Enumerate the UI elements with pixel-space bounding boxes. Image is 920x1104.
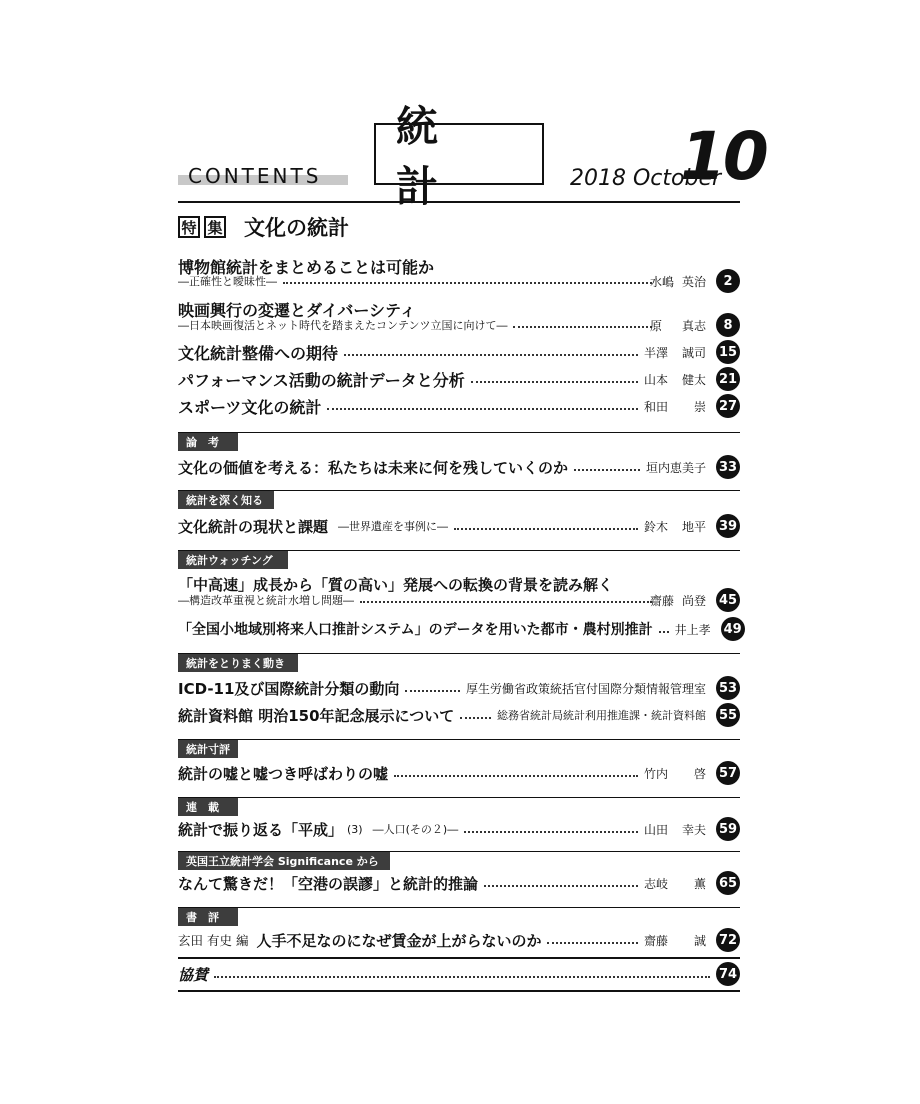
toc-entry[interactable] [178, 340, 740, 364]
article-subtitle: ―正確性と曖昧性― [178, 275, 277, 288]
issue-number: 10 [680, 118, 766, 195]
article-subtitle-line [178, 593, 658, 607]
article-title: 「中高速」成長から「質の高い」発展への転換の背景を読み解く [178, 575, 614, 594]
feature-title: 文化の統計 [244, 215, 349, 240]
section-label: 統計を深く知る [178, 491, 274, 509]
article-title: 「全国小地域別将来人口推計システム」のデータを用いた都市・農村別推計 [178, 622, 653, 638]
dot-leader [344, 354, 638, 356]
dot-leader [547, 942, 638, 944]
toc-entry[interactable] [178, 394, 740, 418]
dot-leader [405, 690, 460, 692]
section-label: 統計ウォッチング [178, 551, 288, 569]
dot-leader [327, 408, 638, 410]
page-number-badge: 39 [716, 514, 740, 538]
toc-entry[interactable] [178, 761, 740, 785]
series-number: (3) [347, 822, 363, 836]
footer-rule [178, 990, 740, 992]
dot-leader [394, 775, 638, 777]
contents-label: CONTENTS [188, 164, 322, 188]
page-number-badge: 59 [716, 817, 740, 841]
section-rule [178, 907, 740, 908]
dot-leader [464, 831, 638, 833]
magazine-title: 統 計 [374, 123, 544, 185]
section-label: 論 考 [178, 433, 238, 451]
toc-entry[interactable] [178, 367, 740, 391]
feature-tag: 特 [178, 216, 200, 238]
dot-leader [460, 717, 491, 719]
author: 厚生労働省政策統括官付国際分類情報管理室 [465, 681, 706, 696]
page-number-badge: 33 [716, 455, 740, 479]
toc-entry[interactable] [178, 817, 740, 841]
author: 山田 幸夫 [644, 822, 706, 837]
section-rule [178, 432, 740, 433]
toc-entry[interactable] [178, 871, 740, 895]
issue-date: 2018 October [570, 166, 722, 191]
dot-leader [283, 282, 652, 284]
toc-entry[interactable] [178, 617, 740, 641]
author: 水嶋 英治 [650, 274, 706, 289]
author: 半澤 誠司 [644, 345, 706, 360]
dot-leader [454, 528, 638, 530]
article-title: 文化統計の現状と課題 [178, 517, 329, 536]
article-subtitle-line [178, 318, 658, 332]
toc-entry[interactable] [178, 514, 740, 538]
article-title: 文化の価値を考える：私たちは未来に何を残していくのか [178, 458, 569, 477]
section-label: 書 評 [178, 908, 238, 926]
page-number-badge: 53 [716, 676, 740, 700]
article-title: パフォーマンス活動の統計データと分析 [178, 370, 465, 390]
dot-leader [513, 326, 652, 328]
dot-leader [659, 631, 669, 633]
section-label: 統計寸評 [178, 740, 238, 758]
page-number-badge: 27 [716, 394, 740, 418]
dot-leader [360, 601, 652, 603]
article-subtitle: ―人口(その２)― [372, 823, 459, 836]
toc-entry[interactable] [178, 676, 740, 700]
section-label: 統計をとりまく動き [178, 654, 298, 672]
section-rule [178, 797, 740, 798]
toc-entry[interactable] [178, 962, 740, 986]
article-subtitle: ―世界遺産を事例に― [338, 520, 449, 533]
toc-entry-meta [650, 269, 740, 293]
article-title: 統計で振り返る「平成」 [178, 820, 344, 839]
author: 鈴木 地平 [644, 519, 706, 534]
author: 志岐 薫 [644, 876, 706, 891]
dot-leader [471, 381, 638, 383]
page-number-badge: 2 [716, 269, 740, 293]
dot-leader [484, 885, 638, 887]
page-number-badge: 72 [716, 928, 740, 952]
toc-entry[interactable] [178, 703, 740, 727]
author: 山本 健太 [644, 372, 706, 387]
page-number-badge: 65 [716, 871, 740, 895]
author: 齋藤 尚登 [650, 593, 706, 608]
page-number-badge: 74 [716, 962, 740, 986]
toc-entry[interactable] [178, 455, 740, 479]
page-number-badge: 15 [716, 340, 740, 364]
section-rule [178, 739, 740, 740]
page-number-badge: 55 [716, 703, 740, 727]
page-number-badge: 57 [716, 761, 740, 785]
toc-entry-meta [650, 313, 740, 337]
article-title: なんて驚きだ！「空港の誤謬」と統計的推論 [178, 874, 479, 893]
article-title: 協賛 [178, 965, 209, 984]
section-rule [178, 957, 740, 959]
article-title: 文化統計整備への期待 [178, 343, 339, 363]
book-editor: 玄田 有史 編 [178, 933, 249, 948]
article-title: 博物館統計をまとめることは可能か [178, 257, 435, 277]
author: 原 真志 [650, 318, 706, 333]
article-subtitle-line [178, 274, 658, 288]
page-number-badge: 49 [721, 617, 745, 641]
page-number-badge: 45 [716, 588, 740, 612]
article-subtitle: ―日本映画復活とネット時代を踏まえたコンテンツ立国に向けて― [178, 319, 508, 332]
dot-leader [214, 976, 710, 978]
toc-entry-meta [650, 588, 740, 612]
dot-leader [574, 469, 640, 471]
header-rule [178, 201, 740, 203]
article-title: ICD-11及び国際統計分類の動向 [178, 679, 400, 698]
article-title: 統計の嘘と嘘つき呼ばわりの嘘 [178, 764, 389, 783]
author: 竹内 啓 [644, 766, 706, 781]
feature-tag: 集 [204, 216, 226, 238]
section-label: 英国王立統計学会 Significance から [178, 852, 390, 870]
section-label: 連 載 [178, 798, 238, 816]
article-subtitle: ―構造改革重視と統計水増し問題― [178, 594, 354, 607]
author: 垣内恵美子 [645, 460, 706, 475]
author: 和田 崇 [644, 399, 706, 414]
author: 齋藤 誠 [644, 933, 706, 948]
page-number-badge: 21 [716, 367, 740, 391]
article-title: 人手不足なのになぜ賃金が上がらないのか [256, 931, 542, 950]
article-title: 映画興行の変遷とダイバーシティ [178, 300, 416, 320]
author: 総務省統計局統計利用推進課・統計資料館 [497, 709, 706, 722]
page-number-badge: 8 [716, 313, 740, 337]
article-title: スポーツ文化の統計 [178, 397, 322, 417]
toc-entry[interactable] [178, 928, 740, 952]
article-title: 統計資料館 明治150年記念展示について [178, 706, 455, 725]
author: 井上 孝 [674, 622, 711, 637]
